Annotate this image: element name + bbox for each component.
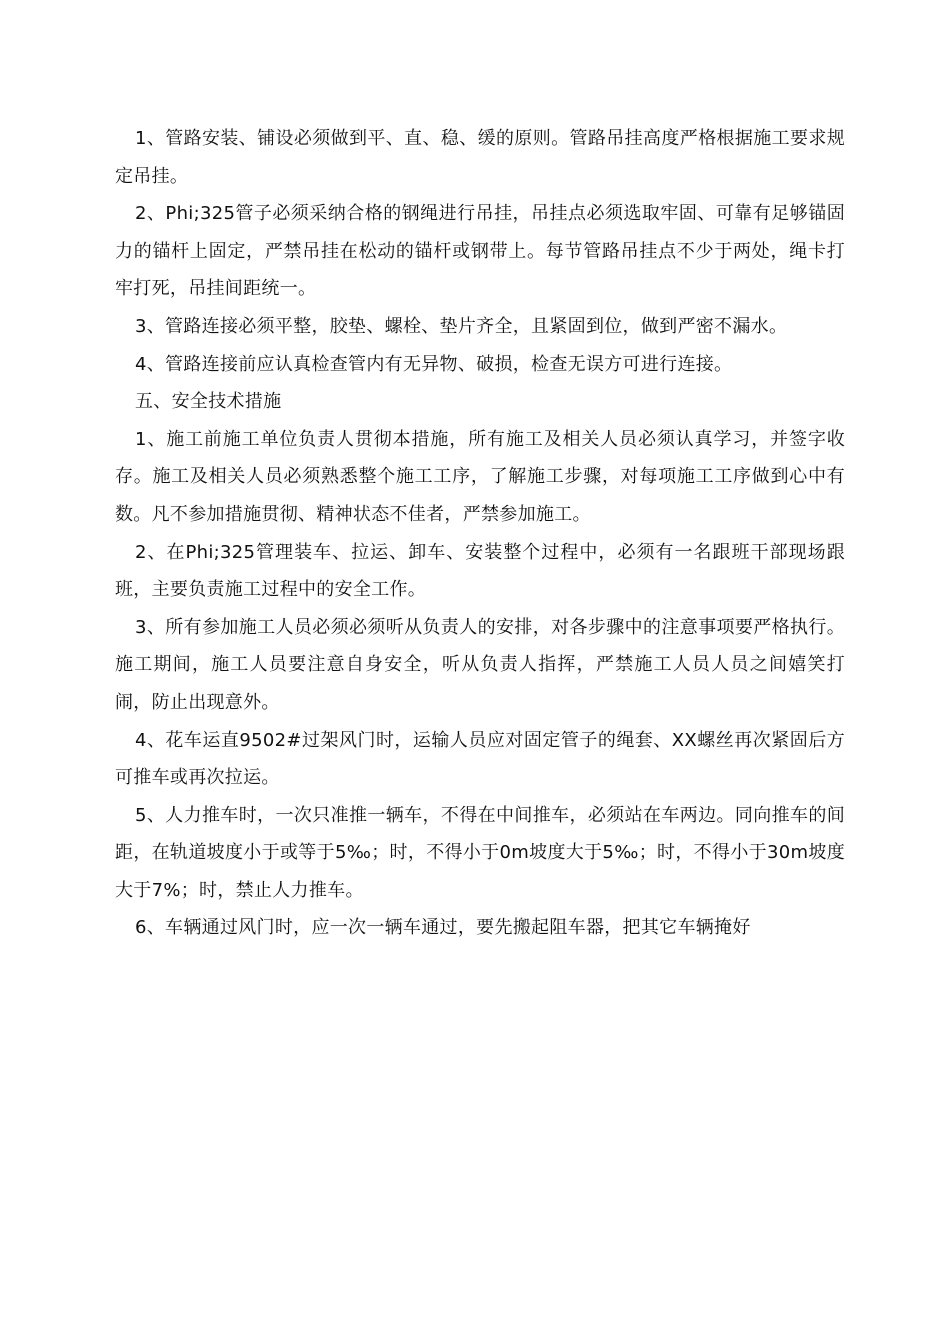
paragraph-vehicle-door-passing: 6、车辆通过风门时，应一次一辆车通过，要先搬起阻车器，把其它车辆掩好 xyxy=(135,917,751,939)
document-body xyxy=(115,120,845,947)
paragraph-safety-training: 1、施工前施工单位负责人贯彻本措施，所有施工及相关人员必须认真学习，并签字收存。施工及相关人员必须熟悉整个施工工序，了解施工步骤，对每项施工工序做到心中有数。凡不参加措施贯彻、精神状态不佳者，严禁参加施工。 xyxy=(115,428,845,525)
paragraph-transport-door: 4、花车运直9502#过架风门时，运输人员应对固定管子的绳套、XX螺丝再次紧固后方可推车或再次拉运。 xyxy=(115,729,845,789)
paragraph-safety-obedience: 3、所有参加施工人员必须必须听从负责人的安排，对各步骤中的注意事项要严格执行。施工期间，施工人员要注意自身安全，听从负责人指挥，严禁施工人员人员之间嬉笑打闹，防止出现意外。 xyxy=(115,616,845,713)
paragraph-pipe-connection: 3、管路连接必须平整，胶垫、螺栓、垫片齐全，且紧固到位，做到严密不漏水。 xyxy=(135,315,788,337)
paragraph-manual-pushing: 5、人力推车时，一次只准推一辆车，不得在中间推车，必须站在车两边。同向推车的间距，在轨道坡度小于或等于5‰；时，不得小于0m坡度大于5‰；时，不得小于30m坡度大于7%；时，禁止人力推车。 xyxy=(115,804,845,901)
paragraph-pipe-hanging: 2、Phi;325管子必须采纳合格的钢绳进行吊挂，吊挂点必须选取牢固、可靠有足够锚固力的锚杆上固定，严禁吊挂在松动的锚杆或钢带上。每节管路吊挂点不少于两处，绳卡打牢打死，吊挂间距统一。 xyxy=(115,203,845,300)
paragraph-pipe-installation: 1、管路安装、铺设必须做到平、直、稳、缓的原则。管路吊挂高度严格根据施工要求规定吊挂。 xyxy=(115,128,845,187)
section-heading-safety-measures: 五、安全技术措施 xyxy=(135,391,282,413)
paragraph-safety-supervision: 2、在Phi;325管理装车、拉运、卸车、安装整个过程中，必须有一名跟班干部现场跟班，主要负责施工过程中的安全工作。 xyxy=(115,541,845,601)
paragraph-pipe-inspection: 4、管路连接前应认真检查管内有无异物、破损，检查无误方可进行连接。 xyxy=(135,353,733,375)
